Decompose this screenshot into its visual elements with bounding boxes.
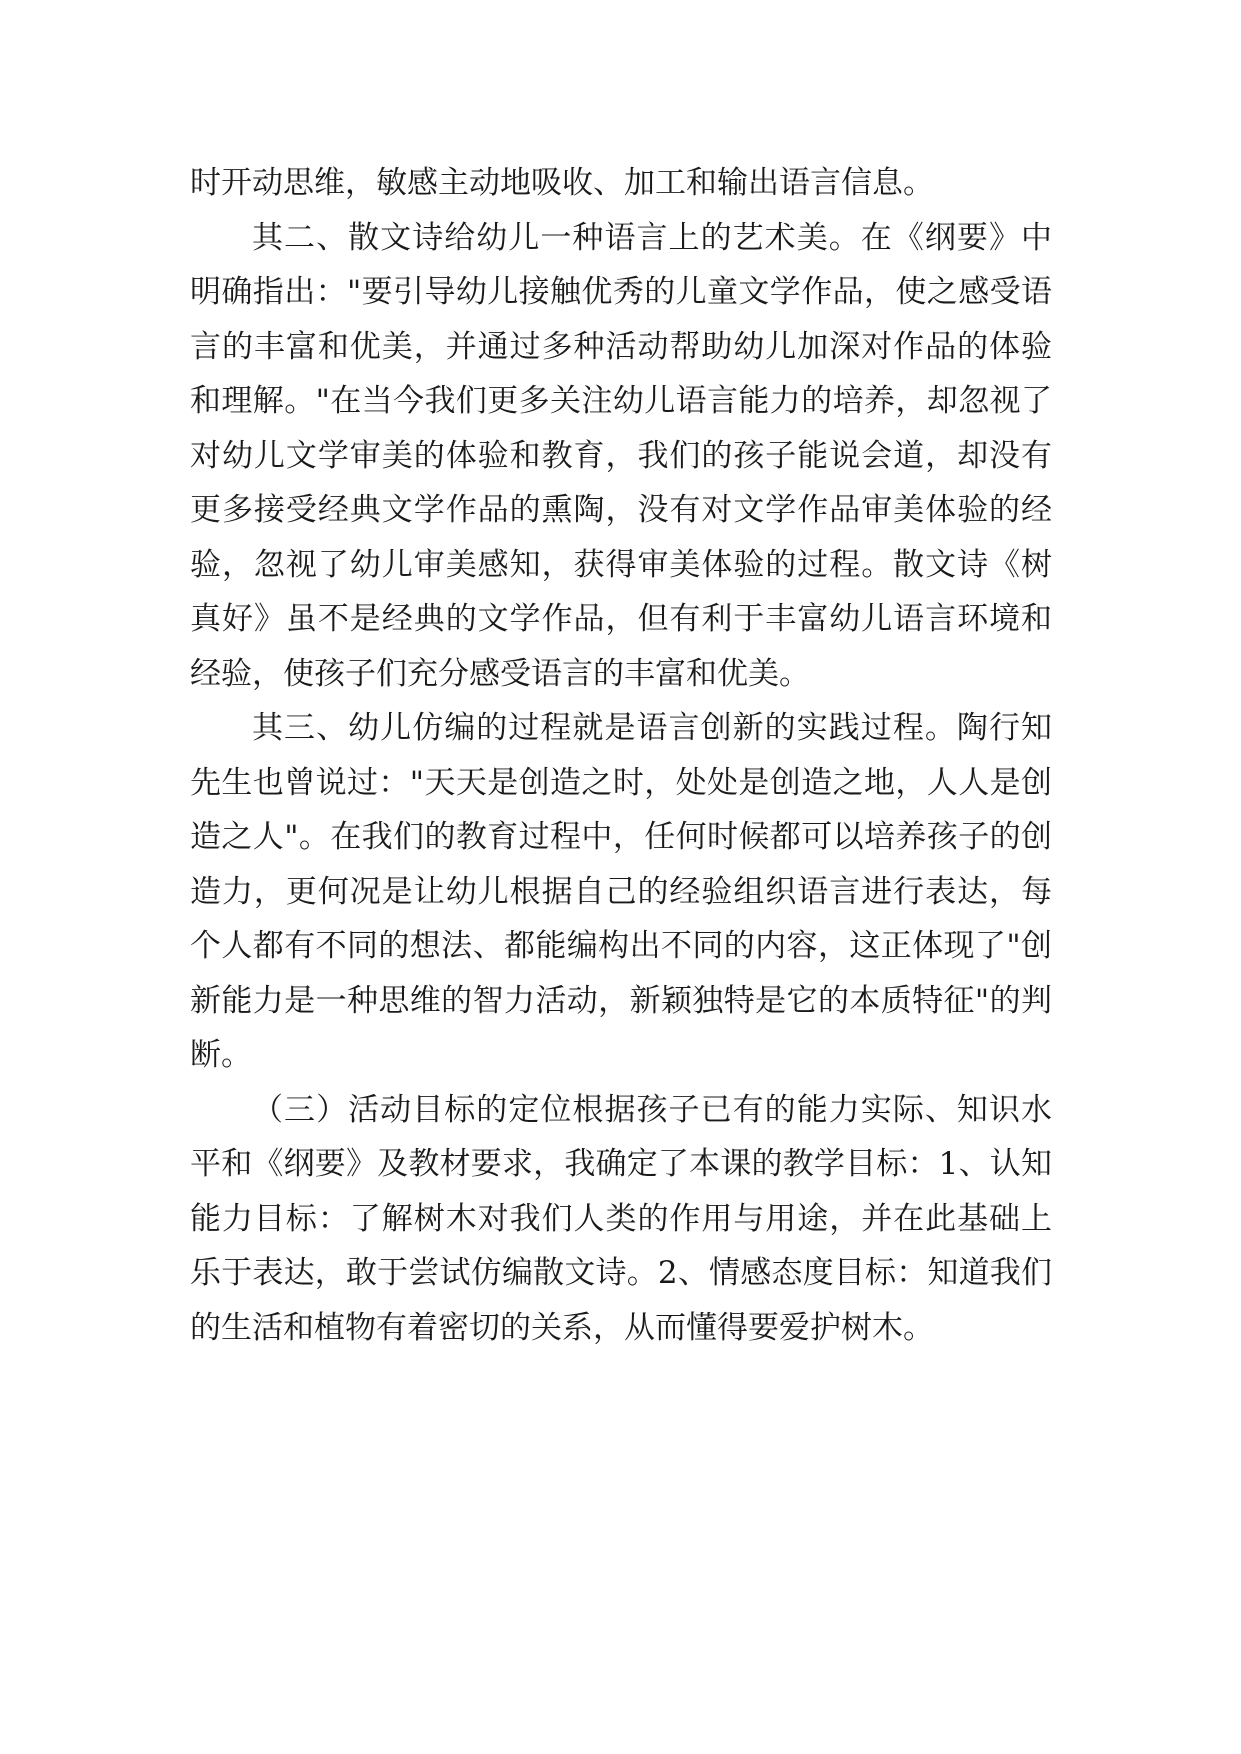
paragraph-point-three: 其三、幼儿仿编的过程就是语言创新的实践过程。陶行知先生也曾说过："天天是创造之时，处处是创造之地，人人是创造之人"。在我们的教育过程中，任何时候都可以培养孩子的创造力，更何况是让幼儿根据自己的经验组织语言进行表达，每个人都有不同的想法、都能编构出不同的内容，这正体现了"创新能力是一种思维的智力活动，新颖独特是它的本质特征"的判断。	[190, 710, 1052, 1073]
paragraph-point-two: 其二、散文诗给幼儿一种语言上的艺术美。在《纲要》中明确指出："要引导幼儿接触优秀的儿童文学作品，使之感受语言的丰富和优美，并通过多种活动帮助幼儿加深对作品的体验和理解。"在当今我们更多关注幼儿语言能力的培养，却忽视了对幼儿文学审美的体验和教育，我们的孩子能说会道，却没有更多接受经典文学作品的熏陶，没有对文学作品审美体验的经验，忽视了幼儿审美感知，获得审美体验的过程。散文诗《树真好》虽不是经典的文学作品，但有利于丰富幼儿语言环境和经验，使孩子们充分感受语言的丰富和优美。	[190, 219, 1052, 692]
paragraph-activity-goals: （三）活动目标的定位根据孩子已有的能力实际、知识水平和《纲要》及教材要求，我确定了本课的教学目标：1、认知能力目标：了解树木对我们人类的作用与用途，并在此基础上乐于表达，敢于尝试仿编散文诗。2、情感态度目标：知道我们的生活和植物有着密切的关系，从而懂得要爱护树木。	[190, 1091, 1052, 1346]
paragraph-continuation: 时开动思维，敏感主动地吸收、加工和输出语言信息。	[190, 165, 934, 201]
document-page	[190, 156, 1052, 1355]
